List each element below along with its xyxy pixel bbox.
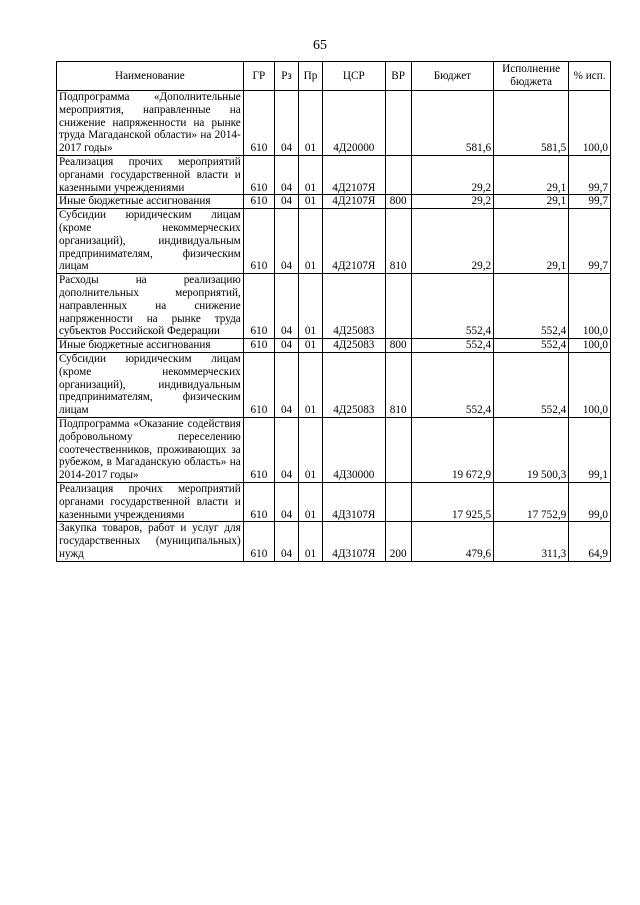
- row-percent: 100,0: [569, 339, 611, 353]
- row-gr: 610: [243, 339, 274, 353]
- row-name: Реализация прочих мероприятий органами государственной власти и казенными учреждениями: [57, 155, 244, 194]
- header-rz: Рз: [275, 62, 299, 91]
- budget-table: [56, 61, 611, 562]
- row-rz: 04: [275, 339, 299, 353]
- row-rz: 04: [275, 155, 299, 194]
- row-execution: 19 500,3: [494, 417, 569, 482]
- row-csr: 4Д20000: [323, 91, 386, 156]
- row-csr: 4Д25083: [323, 274, 386, 339]
- row-vr: [385, 155, 411, 194]
- row-execution: 29,1: [494, 195, 569, 209]
- row-name: Подпрограмма «Дополнительные мероприятия, направленные на снижение напряженности на рынке труда Магаданской области» на 2014-2017 годы»: [57, 91, 244, 156]
- row-execution: 552,4: [494, 274, 569, 339]
- row-budget: 29,2: [411, 155, 493, 194]
- row-pr: 01: [299, 274, 323, 339]
- table-row: [57, 482, 611, 521]
- row-budget: 29,2: [411, 195, 493, 209]
- row-name: Реализация прочих мероприятий органами государственной власти и казенными учреждениями: [57, 482, 244, 521]
- row-budget: 19 672,9: [411, 417, 493, 482]
- row-vr: 200: [385, 522, 411, 561]
- header-execution: Исполнение бюджета: [494, 62, 569, 91]
- header-name: Наименование: [57, 62, 244, 91]
- table-row: [57, 352, 611, 417]
- row-csr: 4Д2107Я: [323, 155, 386, 194]
- table-row: [57, 417, 611, 482]
- row-execution: 552,4: [494, 352, 569, 417]
- row-percent: 99,7: [569, 209, 611, 274]
- row-csr: 4Д3107Я: [323, 522, 386, 561]
- header-pr: Пр: [299, 62, 323, 91]
- row-vr: 810: [385, 352, 411, 417]
- row-gr: 610: [243, 522, 274, 561]
- row-budget: 552,4: [411, 352, 493, 417]
- page-number: 65: [313, 38, 327, 53]
- row-vr: [385, 417, 411, 482]
- row-percent: 99,7: [569, 155, 611, 194]
- row-vr: 800: [385, 195, 411, 209]
- row-csr: 4Д30000: [323, 417, 386, 482]
- table-row: [57, 195, 611, 209]
- table-row: [57, 522, 611, 561]
- row-gr: 610: [243, 352, 274, 417]
- row-name: Расходы на реализацию дополнительных мероприятий, направленных на снижение напряженности на рынке труда субъектов Российской Федерации: [57, 274, 244, 339]
- row-rz: 04: [275, 417, 299, 482]
- row-name: Подпрограмма «Оказание содействия добровольному переселению соотечественников, проживающих за рубежом, в Магаданскую область» на 2014-2017 годы»: [57, 417, 244, 482]
- row-budget: 552,4: [411, 339, 493, 353]
- row-pr: 01: [299, 339, 323, 353]
- table-row: [57, 155, 611, 194]
- header-percent: % исп.: [569, 62, 611, 91]
- row-percent: 99,7: [569, 195, 611, 209]
- table-row: [57, 209, 611, 274]
- row-gr: 610: [243, 155, 274, 194]
- row-gr: 610: [243, 209, 274, 274]
- row-pr: 01: [299, 522, 323, 561]
- row-execution: 581,5: [494, 91, 569, 156]
- header-budget: Бюджет: [411, 62, 493, 91]
- row-percent: 100,0: [569, 352, 611, 417]
- row-budget: 581,6: [411, 91, 493, 156]
- row-pr: 01: [299, 195, 323, 209]
- row-name: Субсидии юридическим лицам (кроме некоммерческих организаций), индивидуальным предпринимателям, физическим лицам: [57, 352, 244, 417]
- table-row: [57, 339, 611, 353]
- row-pr: 01: [299, 91, 323, 156]
- row-execution: 29,1: [494, 209, 569, 274]
- row-percent: 100,0: [569, 91, 611, 156]
- row-rz: 04: [275, 91, 299, 156]
- row-csr: 4Д25083: [323, 339, 386, 353]
- row-gr: 610: [243, 274, 274, 339]
- row-pr: 01: [299, 352, 323, 417]
- row-percent: 99,1: [569, 417, 611, 482]
- row-pr: 01: [299, 209, 323, 274]
- row-gr: 610: [243, 417, 274, 482]
- row-vr: 800: [385, 339, 411, 353]
- row-gr: 610: [243, 195, 274, 209]
- row-vr: [385, 274, 411, 339]
- header-gr: ГР: [243, 62, 274, 91]
- row-percent: 64,9: [569, 522, 611, 561]
- row-execution: 29,1: [494, 155, 569, 194]
- row-rz: 04: [275, 195, 299, 209]
- row-rz: 04: [275, 482, 299, 521]
- row-execution: 311,3: [494, 522, 569, 561]
- row-gr: 610: [243, 482, 274, 521]
- header-vr: ВР: [385, 62, 411, 91]
- row-gr: 610: [243, 91, 274, 156]
- row-budget: 29,2: [411, 209, 493, 274]
- row-execution: 552,4: [494, 339, 569, 353]
- row-rz: 04: [275, 352, 299, 417]
- row-csr: 4Д2107Я: [323, 209, 386, 274]
- row-execution: 17 752,9: [494, 482, 569, 521]
- row-csr: 4Д2107Я: [323, 195, 386, 209]
- row-pr: 01: [299, 482, 323, 521]
- row-name: Иные бюджетные ассигнования: [57, 195, 244, 209]
- row-budget: 552,4: [411, 274, 493, 339]
- row-percent: 100,0: [569, 274, 611, 339]
- table-row: [57, 274, 611, 339]
- row-pr: 01: [299, 155, 323, 194]
- row-vr: 810: [385, 209, 411, 274]
- row-vr: [385, 91, 411, 156]
- row-csr: 4Д3107Я: [323, 482, 386, 521]
- header-csr: ЦСР: [323, 62, 386, 91]
- row-name: Закупка товаров, работ и услуг для государственных (муниципальных) нужд: [57, 522, 244, 561]
- row-pr: 01: [299, 417, 323, 482]
- row-rz: 04: [275, 522, 299, 561]
- row-budget: 17 925,5: [411, 482, 493, 521]
- table-header-row: [57, 62, 611, 91]
- row-name: Иные бюджетные ассигнования: [57, 339, 244, 353]
- row-percent: 99,0: [569, 482, 611, 521]
- table-row: [57, 91, 611, 156]
- row-budget: 479,6: [411, 522, 493, 561]
- row-csr: 4Д25083: [323, 352, 386, 417]
- row-rz: 04: [275, 274, 299, 339]
- row-vr: [385, 482, 411, 521]
- row-rz: 04: [275, 209, 299, 274]
- row-name: Субсидии юридическим лицам (кроме некоммерческих организаций), индивидуальным предпринимателям, физическим лицам: [57, 209, 244, 274]
